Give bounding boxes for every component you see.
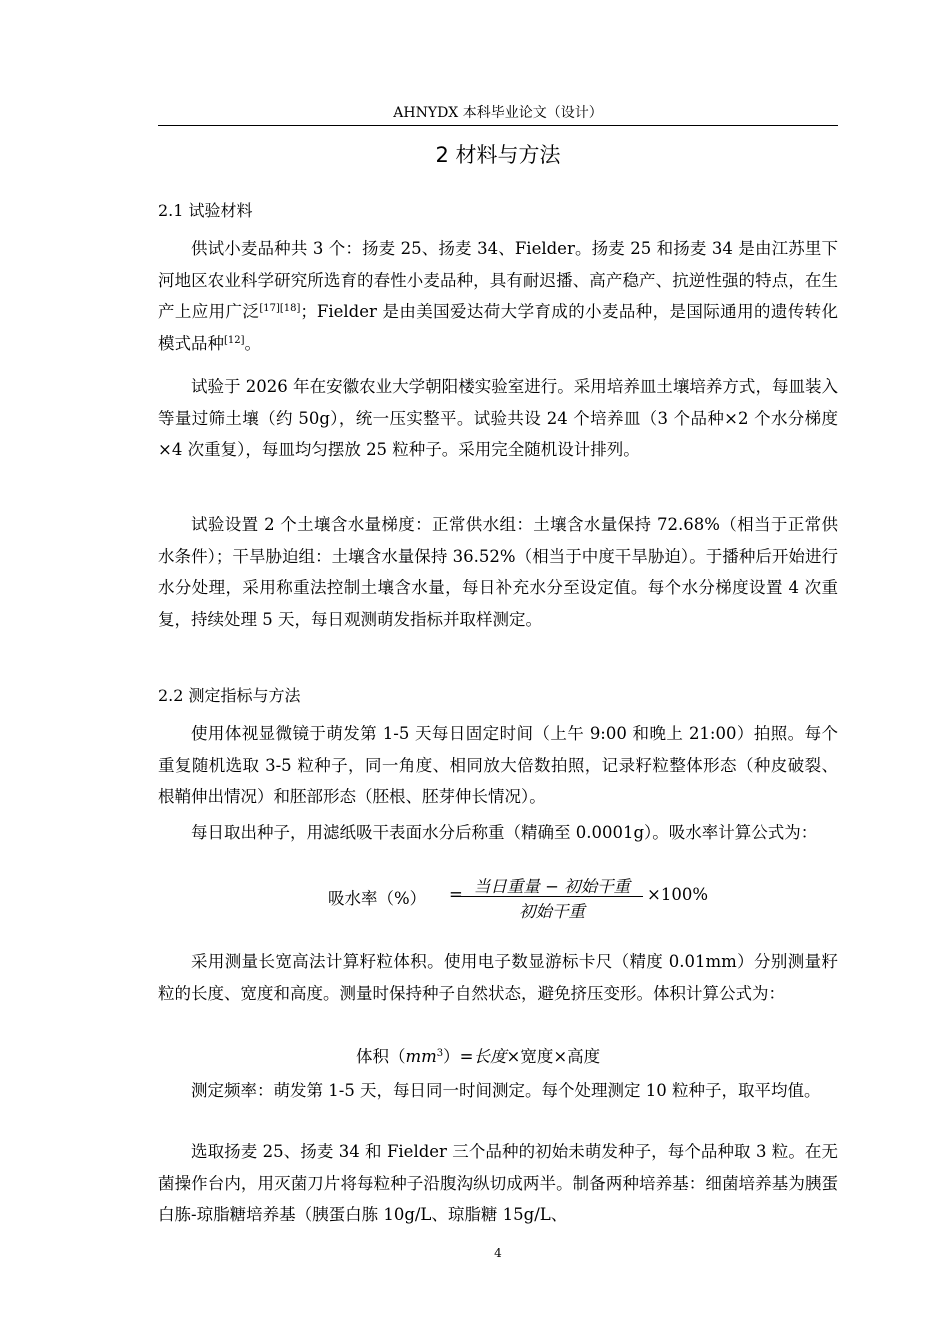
formula-equals: = (449, 885, 463, 904)
running-header: AHNYDX 本科毕业论文（设计） (393, 105, 603, 121)
citation: [12] (224, 334, 245, 346)
formula-multiplier: ×100% (647, 885, 708, 904)
paragraph-volume-method: 采用测量长宽高法计算籽粒体积。使用电子数显游标卡尺（精度 0.01mm）分别测量籽粒的长度、宽度和高度。测量时保持种子自然状态，避免挤压变形。体积计算公式为： (158, 952, 838, 1003)
citation: [17][18] (259, 303, 301, 314)
section-title-2-1: 2.1 试验材料 (158, 201, 253, 220)
paragraph-text: ；Fielder 是由美国爱达荷大学育成的小麦品种，是国际通用的遗传转化模式品种 (158, 302, 838, 353)
paragraph-culture: 选取扬麦 25、扬麦 34 和 Fielder 三个品种的初始未萌发种子，每个品种取 3 粒。在无菌操作台内，用灭菌刀片将每粒种子沿腹沟纵切成两半。制备两种培养基：细菌培养基为胰蛋白胨-琼脂糖培养基（胰蛋白胨 10g/L、琼脂糖 15g/L、 (158, 1142, 838, 1224)
paragraph-experiment-setup: 试验于 2026 年在安徽农业大学朝阳楼实验室进行。采用培养皿土壤培养方式，每皿装入等量过筛土壤（约 50g），统一压实整平。试验共设 24 个培养皿（3 个品种×2 个水分梯度×4 次重复），每皿均匀摆放 25 粒种子。采用完全随机设计排列。 (158, 377, 838, 459)
formula-volume-exponent: 3 (436, 1048, 444, 1059)
formula-numerator: 当日重量 − 初始干重 (473, 877, 631, 896)
paragraph-water-treatment: 试验设置 2 个土壤含水量梯度：正常供水组：土壤含水量保持 72.68%（相当于正常供水条件）；干旱胁迫组：土壤含水量保持 36.52%（相当于中度干旱胁迫）。于播种后开始进行水分处理，采用称重法控制土壤含水量，每日补充水分至设定值。每个水分梯度设置 4 次重复，持续处理 5 天，每日观测萌发指标并取样测定。 (158, 515, 838, 629)
formula-volume-suffix: ）= (443, 1047, 474, 1066)
chapter-title: 2 材料与方法 (435, 143, 561, 167)
paragraph-text: 。 (244, 333, 262, 353)
page-number: 4 (494, 1246, 502, 1260)
fraction-bar (461, 896, 643, 897)
header-rule (158, 125, 838, 126)
paragraph-text: 供试小麦品种共 3 个：扬麦 25、扬麦 34、Fielder。扬麦 25 和扬麦 34 是由江苏里下河地区农业科学研究所选育的春性小麦品种，具有耐迟播、高产稳产、抗逆性强的特点，在生产上应用广泛 (158, 239, 838, 321)
paragraph-materials (158, 233, 838, 359)
formula-volume (356, 1043, 600, 1067)
paragraph-frequency: 测定频率：萌发第 1-5 天，每日同一时间测定。每个处理测定 10 粒种子，取平均值。 (191, 1081, 821, 1100)
formula-volume-rest: ×宽度×高度 (506, 1047, 601, 1066)
formula-denominator: 初始干重 (519, 902, 585, 921)
formula-volume-prefix: 体积（ (356, 1047, 406, 1066)
formula-volume-unit: mm (405, 1047, 437, 1066)
section-title-2-2: 2.2 测定指标与方法 (158, 686, 301, 705)
paragraph-water-uptake: 每日取出种子，用滤纸吸干表面水分后称重（精确至 0.0001g）。吸水率计算公式为： (191, 823, 818, 842)
formula-lhs: 吸水率（%） (328, 889, 427, 908)
formula-volume-term: 长度 (473, 1047, 507, 1066)
paragraph-imaging: 使用体视显微镜于萌发第 1-5 天每日固定时间（上午 9:00 和晚上 21:00）拍照。每个重复随机选取 3-5 粒种子，同一角度、相同放大倍数拍照，记录籽粒整体形态（种皮破裂、根鞘伸出情况）和胚部形态（胚根、胚芽伸长情况）。 (158, 724, 838, 806)
